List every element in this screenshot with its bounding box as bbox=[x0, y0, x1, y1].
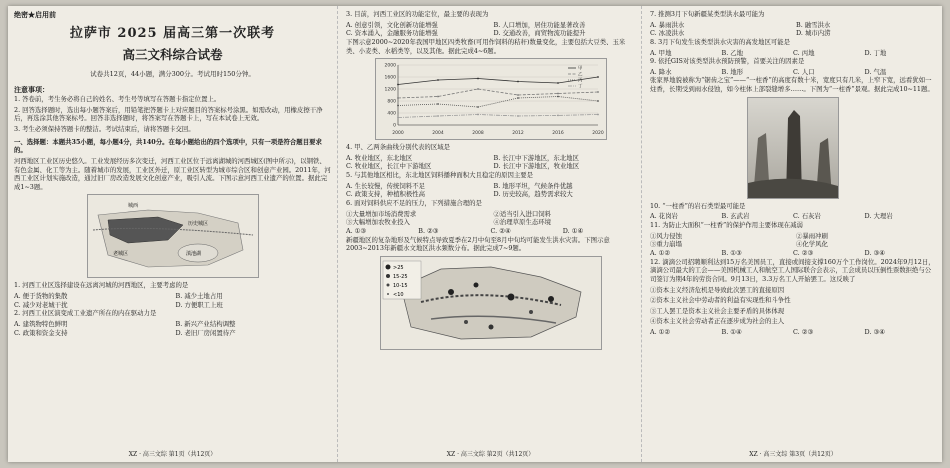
option[interactable]: A. 降水 bbox=[650, 67, 672, 76]
question-3: 3. 目前，河西工业区的功能定位，最主要的表现为 bbox=[346, 10, 489, 18]
question-5-options bbox=[346, 182, 635, 199]
question-7-options bbox=[650, 21, 936, 38]
question-12: 12. 滴滴公司招聘顺利达到15万名美国员工，直接或间接支撑160万个工作岗位。2024年9月12日，滴滴公司最大的工会——美国机械工人和航空工人国际联合会表示，工会成员以压倒性票数拒绝与公司签订为期4年的劳资合同。9月13日，3.3万名工人开始罢工。这反映了 bbox=[650, 257, 935, 283]
notice-item: 2. 回答选择题时，选出每小题答案后，用铅笔把答题卡上对应题目的答案标号涂黑。如需改动，用橡皮擦干净后，再选涂其他答案标号。回答非选择题时，将答案写在答题卡上，写在本试卷上无效。 bbox=[14, 105, 323, 123]
legend-label: 10-15 bbox=[392, 282, 408, 289]
y-tick-label: 1200 bbox=[384, 87, 396, 93]
notice-title: 注意事项： bbox=[14, 84, 49, 94]
question-8: 8. 3月下旬发生该类型洪水灾害的高发地区可能是 bbox=[650, 37, 791, 46]
exam-subtitle: 高三文科综合试卷 bbox=[122, 46, 223, 62]
option[interactable]: A. 牧业地区，东北地区 bbox=[346, 153, 413, 162]
data-point bbox=[557, 115, 559, 117]
option[interactable]: C. 牧业地区，长江中下游地区 bbox=[346, 162, 432, 171]
x-tick-label: 2020 bbox=[591, 131, 604, 137]
legend-label: <10 bbox=[392, 291, 404, 298]
data-point bbox=[557, 82, 559, 84]
page-footer: XZ · 高三文综 第1页（共12页） bbox=[128, 450, 217, 458]
page-footer: XZ · 高三文综 第2页（共12页） bbox=[446, 450, 535, 458]
data-point bbox=[477, 88, 479, 90]
option[interactable]: C. 政策支持，种植积极性高 bbox=[346, 190, 426, 199]
option[interactable]: D. 气温 bbox=[864, 67, 887, 76]
y-tick-label: 400 bbox=[386, 111, 396, 117]
exam-title: 拉萨市 2025 届高三第一次联考 bbox=[69, 26, 276, 42]
option[interactable]: B. 融雪洪水 bbox=[796, 20, 831, 29]
question-6-items bbox=[346, 210, 635, 227]
option[interactable]: B. 新兴产业结构调整 bbox=[175, 320, 236, 329]
map-label: 城西 bbox=[127, 203, 138, 210]
notice-item: 1. 答卷前，考生务必将自己的姓名、考生号等填写在答题卡指定位置上。 bbox=[14, 95, 221, 104]
data-point bbox=[517, 115, 519, 117]
passage-text: 河西地区工业区历史悠久。工业发展经历多次变迁，河西工业区位于远离湖城的河西城区(图中所示)，以钢铁、有色金属、化工等为主。随着城市的发展，工业区外迁，原工业区转型为城市综合区和创意产业园。2011年，河西工业区计划实施改造，通过旧厂房改造发展文化创意产业，吸引人流。下图示意河西工业遗产的位置。据此完成1~3题。 bbox=[14, 156, 331, 191]
option[interactable]: C. 冰凌洪水 bbox=[650, 29, 685, 38]
data-point bbox=[397, 105, 399, 107]
option[interactable]: D. 老旧厂房闲置待产 bbox=[175, 328, 236, 337]
option[interactable]: D. 城市内涝 bbox=[796, 29, 831, 38]
data-point bbox=[477, 78, 479, 80]
data-point bbox=[517, 81, 519, 83]
data-point bbox=[397, 84, 399, 86]
x-tick-label: 2000 bbox=[391, 131, 404, 137]
industrial-heritage-map bbox=[87, 194, 259, 278]
statement: ④治理草原生态环境 bbox=[493, 218, 552, 227]
stone-pillar-photo bbox=[747, 97, 839, 199]
question-1-options bbox=[14, 292, 331, 309]
legend-label: 乙 bbox=[577, 72, 582, 78]
option[interactable]: D. ③④ bbox=[864, 328, 885, 337]
question-1: 1. 河西工业区选择建设在远离河城的河西地区，主要考虑的是 bbox=[14, 281, 189, 290]
option[interactable]: A. 甲地 bbox=[650, 48, 672, 57]
question-9: 9. 依托GIS对该类型洪水预防预警，首要关注的因素是 bbox=[650, 57, 805, 66]
exam-meta: 试卷共12页，44小题，满分300分。考试用时150分钟。 bbox=[90, 69, 255, 78]
x-tick-label: 2008 bbox=[471, 131, 484, 137]
option[interactable]: C. ②③ bbox=[793, 248, 814, 257]
question-11-items bbox=[650, 232, 936, 249]
option[interactable]: B. 减少土地占用 bbox=[175, 292, 223, 301]
map-label: 老城区 bbox=[112, 251, 128, 258]
chart-background bbox=[376, 59, 606, 139]
data-point bbox=[397, 97, 399, 99]
option[interactable]: A. ①② bbox=[650, 328, 671, 337]
statement: ④资本主义社会劳动者正在逐步成为社会的主人 bbox=[650, 317, 785, 326]
data-point bbox=[517, 94, 519, 96]
passage-text: 下图示意2000~2020年我国甲地区四类牧畜(可用作饲料的秸秆)数量变化，主要包括大豆类、玉米类、小麦类、水稻类等，以及其他。据此完成4~6题。 bbox=[346, 37, 626, 55]
exam-sheet bbox=[8, 6, 942, 462]
statement: ①资本主义经济危机是导致此次罢工的直接原因 bbox=[650, 285, 785, 294]
xinjiang-flood-map bbox=[380, 256, 602, 350]
data-point bbox=[477, 106, 479, 108]
statement: ②暴雨冲刷 bbox=[796, 231, 828, 240]
statement: ③重力崩塌 bbox=[650, 240, 682, 249]
option[interactable]: A. 生长较慢，传统饲料不足 bbox=[346, 181, 425, 190]
option[interactable]: C. ②③ bbox=[793, 328, 814, 337]
statement: ②资本主义社会中劳动者的利益有实现性和斗争性 bbox=[650, 296, 791, 305]
notice-item: 3. 考生必须保持答题卡的整洁。考试结束后，请将答题卡交回。 bbox=[14, 124, 195, 133]
option[interactable]: B. 地形平坦，气候条件优越 bbox=[493, 181, 573, 190]
question-11: 11. 为防止大面积“一柱香”的保护作用主要体现在减弱 bbox=[650, 221, 803, 230]
option[interactable]: D. 交通改善，商贸物流功能提升 bbox=[493, 29, 586, 38]
data-point bbox=[557, 96, 559, 98]
option[interactable]: B. ②③ bbox=[418, 226, 439, 235]
question-2: 2. 河西工业区演变成工业遗产所在的内在驱动力是 bbox=[14, 309, 157, 318]
option[interactable]: A. 花岗岩 bbox=[650, 212, 678, 221]
question-5: 5. 与其他地区相比，东北地区饲料播种面积大且稳定的原因主要是 bbox=[346, 171, 534, 180]
option[interactable]: B. 乙地 bbox=[721, 48, 744, 57]
option[interactable]: B. 玄武岩 bbox=[721, 212, 750, 221]
passage-text: 张家界地貌被称为“锯齿之宝”——“一柱香”的高度有数十米，宽度只有几米，上窄下宽，远看犹如一炷香，长期受到雨水侵蚀，如今柱体上部裂缝增多……。下图为“一柱香”景观。据此完成10~11题。 bbox=[650, 76, 934, 94]
forage-line-chart bbox=[375, 58, 607, 140]
option[interactable]: C. ②④ bbox=[490, 226, 511, 235]
statement: ③工人罢工是资本主义社会主要矛盾的具体体现 bbox=[650, 306, 785, 315]
question-6-options bbox=[346, 227, 635, 236]
page-2 bbox=[340, 6, 642, 462]
legend-label: 甲 bbox=[577, 66, 582, 72]
option[interactable]: C. 石灰岩 bbox=[793, 212, 821, 221]
y-tick-label: 1600 bbox=[384, 75, 396, 81]
option[interactable]: C. 政策和资金支持 bbox=[14, 328, 68, 337]
option[interactable]: D. ③④ bbox=[864, 248, 885, 257]
data-point bbox=[597, 100, 599, 102]
option[interactable]: D. 丁地 bbox=[864, 48, 887, 57]
legend-label: 丁 bbox=[577, 84, 582, 90]
data-point bbox=[437, 96, 439, 98]
question-6: 6. 面对饲料供应不足的压力，下列措施合理的是 bbox=[346, 199, 482, 208]
data-point bbox=[597, 114, 599, 116]
question-8-options bbox=[650, 49, 936, 58]
option[interactable]: D. ①④ bbox=[562, 226, 584, 235]
data-point bbox=[437, 115, 439, 117]
option[interactable]: D. 大理岩 bbox=[864, 212, 893, 221]
data-point bbox=[437, 79, 439, 81]
page-1 bbox=[8, 6, 338, 462]
option[interactable]: D. 方便职工上班 bbox=[175, 300, 223, 309]
question-4: 4. 甲、乙两条曲线分别代表的区域是 bbox=[346, 143, 450, 152]
option[interactable]: C. 人口 bbox=[793, 67, 815, 76]
question-11-options bbox=[650, 249, 936, 258]
legend-label: 丙 bbox=[577, 78, 582, 84]
data-point bbox=[397, 117, 399, 119]
question-4-options bbox=[346, 154, 635, 171]
question-2-options bbox=[14, 320, 331, 337]
passage-text: 新疆地区的复杂地形及气候特点导致夏季在2月中旬至8月中旬均可能发生洪水灾害。下图示意2003~2013年新疆水文地区洪水频数分布。据此完成7~9题。 bbox=[346, 235, 610, 253]
page-footer: XZ · 高三文综 第3页（共12页） bbox=[749, 450, 837, 458]
option[interactable]: C. 丙地 bbox=[793, 48, 815, 57]
x-tick-label: 2004 bbox=[431, 131, 444, 137]
statement: ③大幅增加农牧业投入 bbox=[346, 218, 410, 227]
y-tick-label: 2000 bbox=[384, 63, 396, 69]
x-tick-label: 2012 bbox=[511, 131, 524, 137]
option[interactable]: B. 地形 bbox=[721, 67, 744, 76]
question-10-options bbox=[650, 212, 936, 221]
option[interactable]: A. 便于货物的集散 bbox=[14, 292, 68, 301]
data-point bbox=[597, 76, 599, 78]
option[interactable]: C. 减少对老城干扰 bbox=[14, 300, 68, 309]
question-7: 7. 推测3月下旬新疆某类型洪水最可能为 bbox=[650, 10, 765, 18]
secret-mark: 绝密★启用前 bbox=[14, 10, 56, 19]
option[interactable]: B. ①④ bbox=[721, 328, 742, 337]
legend-label: 15-25 bbox=[392, 273, 408, 280]
statement: ①风力侵蚀 bbox=[650, 231, 682, 240]
option[interactable]: B. 人口增加，居住功能显著改善 bbox=[493, 20, 586, 29]
question-10: 10. “一柱香”的岩石类型最可能是 bbox=[650, 201, 746, 210]
legend-label: >25 bbox=[392, 264, 404, 271]
statement: ①大量增加市场消费需求 bbox=[346, 209, 417, 218]
data-point bbox=[597, 91, 599, 93]
option[interactable]: A. 创意引领，文化创新功能增强 bbox=[346, 20, 438, 29]
data-point bbox=[477, 114, 479, 116]
data-point bbox=[557, 93, 559, 95]
question-12-options bbox=[650, 328, 936, 337]
option[interactable]: C. 资本涌入，金融服务功能增强 bbox=[346, 29, 438, 38]
option[interactable]: B. 长江中下游地区，东北地区 bbox=[493, 153, 579, 162]
option[interactable]: A. ①② bbox=[650, 248, 671, 257]
statement: ②适当引入进口饲料 bbox=[493, 209, 552, 218]
page-3 bbox=[644, 6, 942, 462]
statement: ④化学风化 bbox=[796, 240, 828, 249]
option[interactable]: D. 长江中下游地区，牧业地区 bbox=[493, 162, 580, 171]
data-point bbox=[517, 97, 519, 99]
option[interactable]: A. ①③ bbox=[346, 226, 367, 235]
y-tick-label: 800 bbox=[386, 99, 396, 105]
data-point bbox=[437, 103, 439, 105]
map-label: 滇池湖 bbox=[185, 251, 201, 258]
option[interactable]: D. 历史较高，趋势需求较大 bbox=[493, 190, 573, 199]
option[interactable]: B. ①③ bbox=[721, 248, 742, 257]
question-3-options bbox=[346, 21, 635, 38]
x-tick-label: 2016 bbox=[551, 131, 564, 137]
option[interactable]: A. 建筑物特色鲜明 bbox=[14, 320, 68, 329]
option[interactable]: A. 暴雨洪水 bbox=[650, 20, 685, 29]
map-label: 历史城区 bbox=[187, 221, 208, 228]
section-header: 一、选择题：本题共35小题，每小题4分，共140分。在每小题给出的四个选项中，只有一项是符合题目要求的。 bbox=[14, 137, 322, 155]
y-tick-label: 0 bbox=[392, 123, 396, 129]
